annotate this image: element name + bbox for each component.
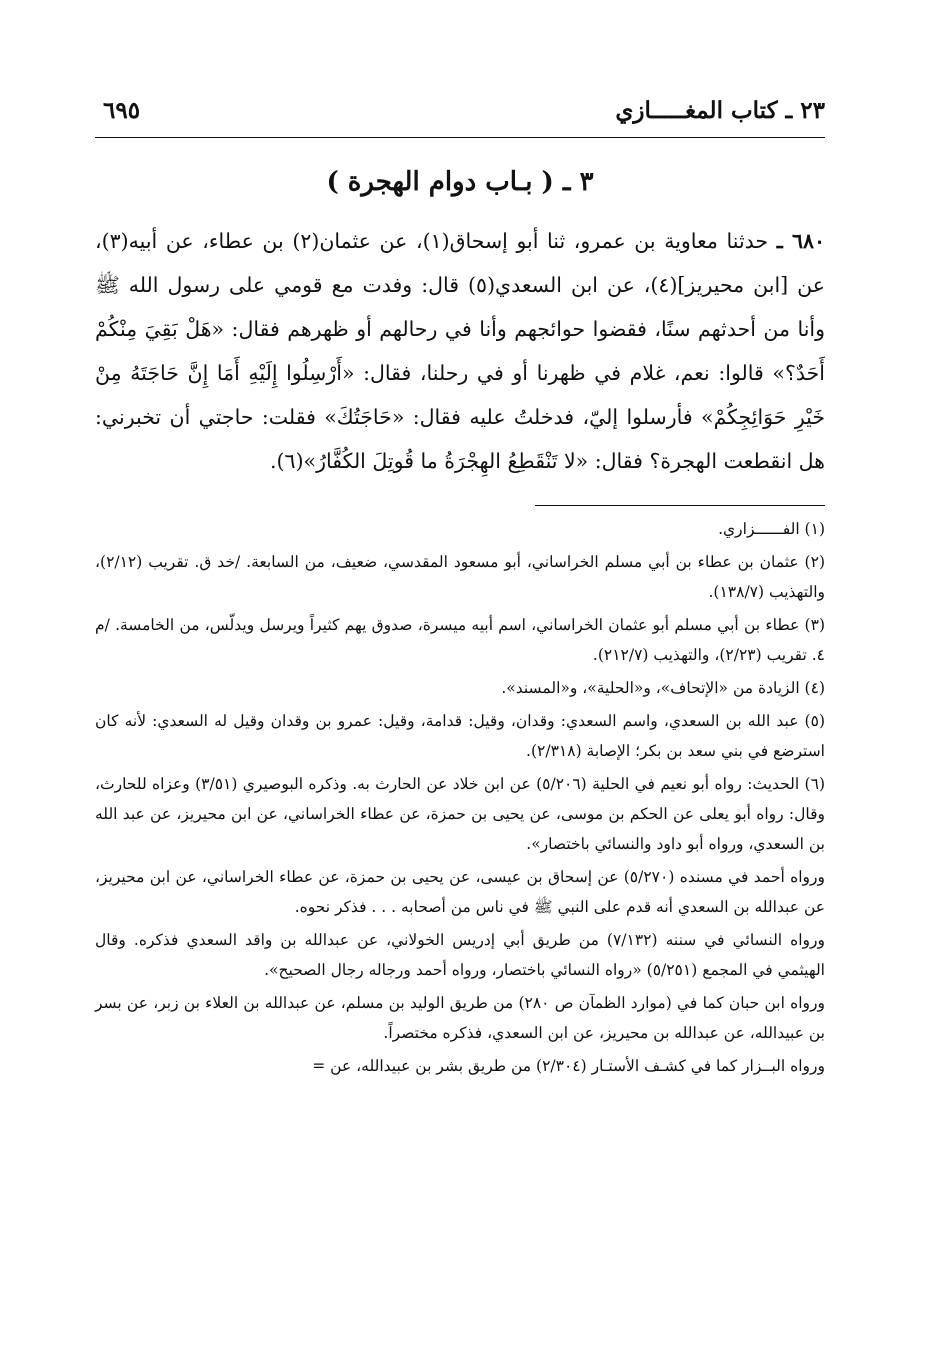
footnote-5: (٥) عبد الله بن السعدي، واسم السعدي: وقدان، وقيل: قدامة، وقيل: عمرو بن وقدان وقيل له السعدي: لأنه كان استرضع في بني سعد بن بكر؛ الإصابة (٢/٣١٨).	[95, 712, 825, 760]
chapter-heading: ٣ ـ ( بـاب دوام الهجرة )	[326, 167, 594, 197]
footnote-6-continued-b: ورواه النسائي في سننه (٧/١٣٢) من طريق أبي إدريس الخولاني، عن عبدالله بن واقد السعدي فذكره. وقال الهيثمي في المجمع (٥/٢٥١) «رواه النسائي باختصار، ورواه أحمد ورجاله رجال الصحيح».	[95, 931, 825, 979]
footnote-6: (٦) الحديث: رواه أبو نعيم في الحلية (٥/٢٠٦) عن ابن خلاد عن الحارث به. وذكره البوصيري (٣/٥١) وعزاه للحارث، وقال: رواه أبو يعلى عن الحكم بن موسى، عن يحيى بن حمزة، عن عطاء الخراساني، عن ابن محيريز، عن عبد الله بن السعدي، ورواه أبو داود والنسائي باختصار».	[95, 775, 825, 853]
footnote-1: (١) الفــــــزاري.	[718, 520, 825, 538]
hadith-paragraph	[95, 219, 825, 483]
footnotes	[95, 514, 825, 1081]
footnote-6-continued-a: ورواه أحمد في مسنده (٥/٢٧٠) عن إسحاق بن عيسى، عن يحيى بن حمزة، عن عطاء الخراساني، عن ابن محيريز، عن عبدالله بن السعدي أنه قدم على النبي ﷺ في ناس من أصحابه . . . فذكر نحوه.	[95, 868, 826, 916]
footnote-2: (٢) عثمان بن عطاء بن أبي مسلم الخراساني، أبو مسعود المقدسي، ضعيف، من السابعة. /خد ق. تقريب (٢/١٢)، والتهذيب (١٣٨/٧).	[95, 553, 825, 601]
footnote-4: (٤) الزيادة من «الإتحاف»، و«الحلية»، و«المسند».	[501, 679, 825, 697]
footnote-6-continued-d: ورواه البــزار كما في كشـف الأستـار (٢/٣٠٤) من طريق بشر بن عبيدالله، عن =	[312, 1057, 825, 1075]
page-header	[95, 95, 825, 135]
footnotes-rule	[535, 505, 825, 506]
header-rule	[95, 137, 825, 138]
page-content	[95, 95, 825, 1084]
page-number: ٦٩٥	[103, 97, 141, 124]
hadith-text: حدثنا معاوية بن عمرو، ثنا أبو إسحاق(١)، عن عثمان(٢) بن عطاء، عن أبيه(٣)، عن [ابن محيريز](٤)، عن ابن السعدي(٥) قال: وفدت مع قومي على رسول الله ﷺ وأنا من أحدثهم سنًا، فقضوا حوائجهم وأنا في رحالهم أو ظهرهم فقال: «هَلْ بَقِيَ مِنْكُمْ أَحَدٌ؟» قالوا: نعم، غلام في ظهرنا أو في رحلنا، فقال: «أَرْسِلُوا إِلَيْهِ أَمَا إِنَّ حَاجَتَهُ مِنْ خَيْرِ حَوَائِجِكُمْ» فأرسلوا إليّ، فدخلتُ عليه فقال: «حَاجَتُكَ» فقلت: حاجتي أن تخبرني: هل انقطعت الهجرة؟ فقال: «لا تَنْقَطِعُ الهِجْرَةُ ما قُوتِلَ الكُفَّارُ»(٦).	[95, 229, 825, 473]
footnote-3: (٣) عطاء بن أبي مسلم أبو عثمان الخراساني، اسم أبيه ميسرة، صدوق يهم كثيراً ويرسل ويدلّس، من الخامسة. /م ٤. تقريب (٢/٢٣)، والتهذيب (٢١٢/٧).	[95, 616, 825, 664]
hadith-number: ٦٨٠ ـ	[776, 229, 825, 253]
running-title: ٢٣ ـ كتاب المغـــــازي	[615, 97, 825, 124]
footnote-6-continued-c: ورواه ابن حبان كما في (موارد الظمآن ص ٢٨٠) من طريق الوليد بن مسلم، عن عبدالله بن العلاء بن زبر، عن بسر بن عبيدالله، عن عبدالله بن محيريز، عن ابن السعدي، فذكره مختصراً.	[95, 994, 825, 1042]
hadith-block	[95, 219, 825, 483]
